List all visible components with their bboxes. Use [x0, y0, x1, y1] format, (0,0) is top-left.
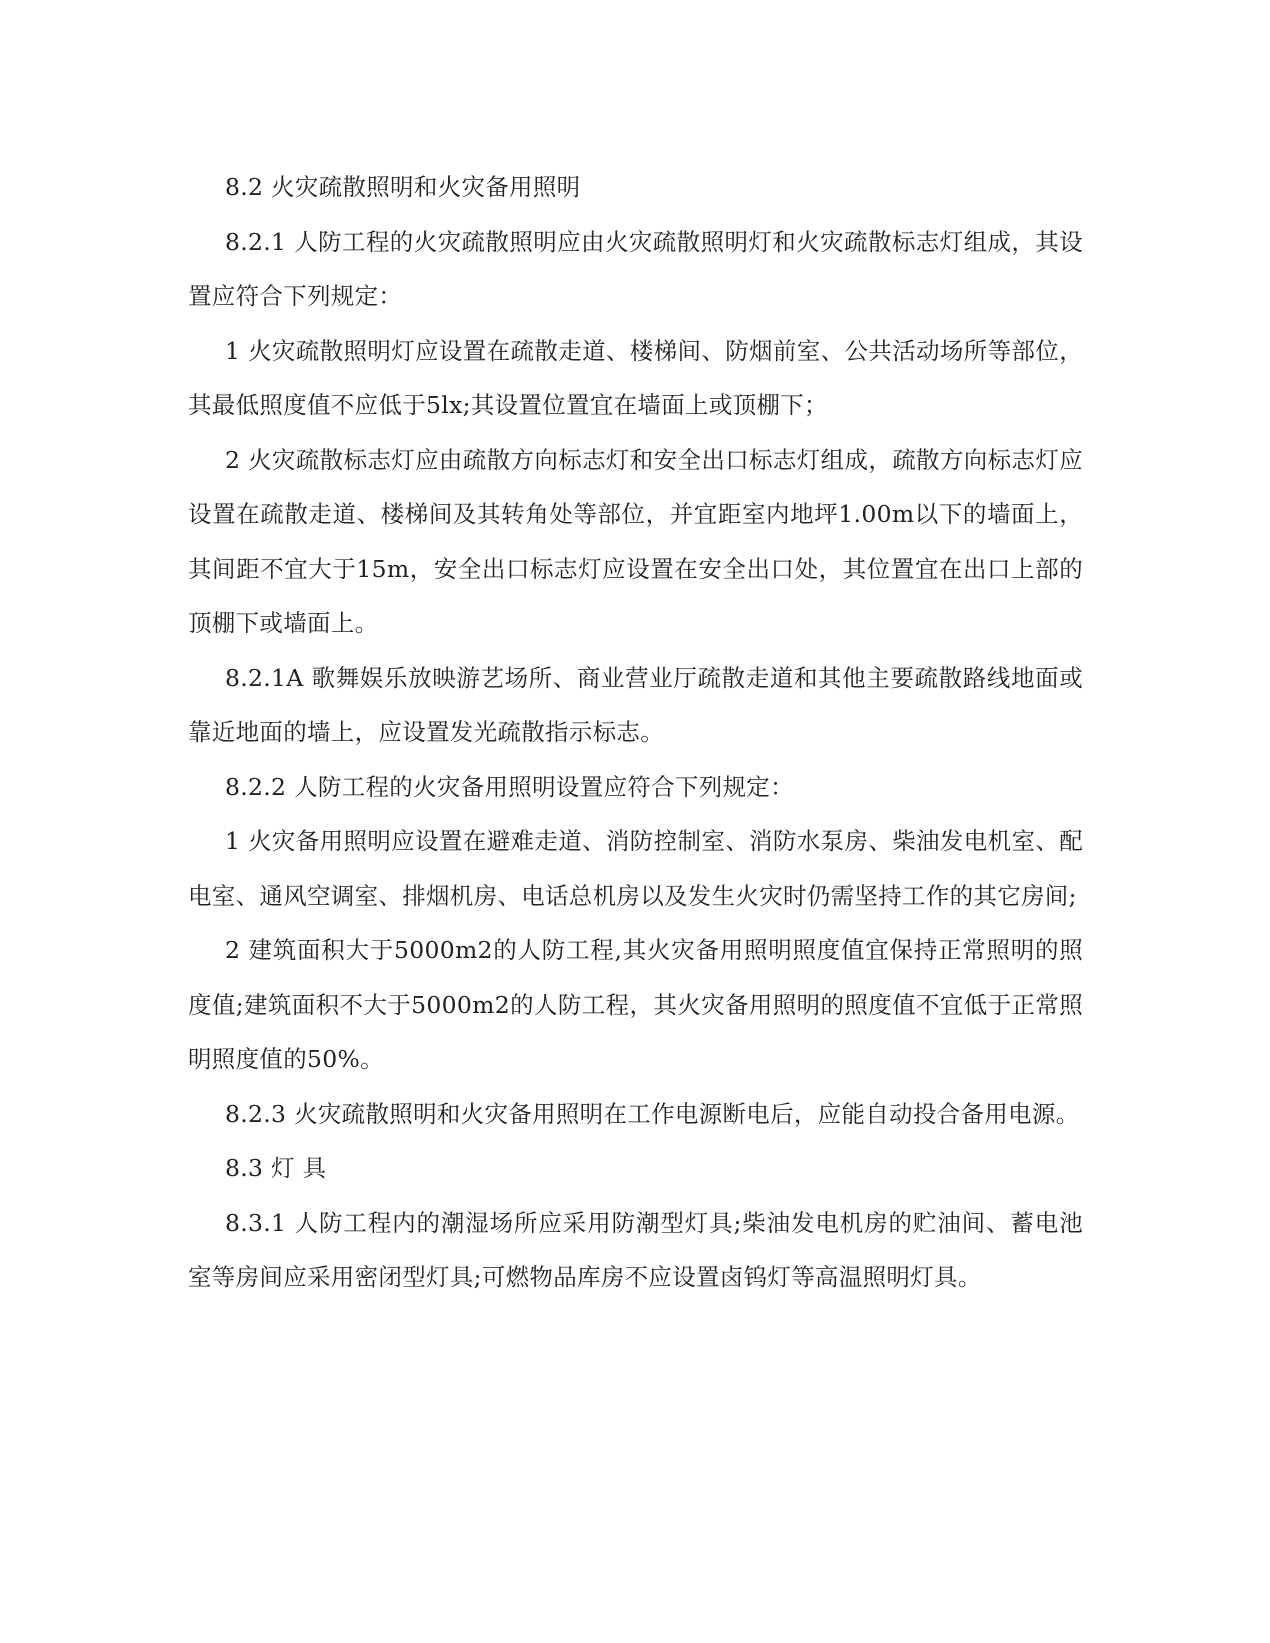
clause-8-2-2-item-2: 2 建筑面积大于5000m2的人防工程,其火灾备用照明照度值宜保持正常照明的照度值;建筑面积不大于5000m2的人防工程，其火灾备用照明的照度值不宜低于正常照明照度值的50%。 [188, 936, 1083, 1073]
clause-8-2-1: 8.2.1 人防工程的火灾疏散照明应由火灾疏散照明灯和火灾疏散标志灯组成，其设置应符合下列规定： [188, 227, 1083, 310]
clause-8-2-1-item-2: 2 火灾疏散标志灯应由疏散方向标志灯和安全出口标志灯组成，疏散方向标志灯应设置在疏散走道、楼梯间及其转角处等部位，并宜距室内地坪1.00m以下的墙面上，其间距不宜大于15m，安全出口标志灯应设置在安全出口处，其位置宜在出口上部的顶棚下或墙面上。 [188, 445, 1083, 637]
clause-8-2-1-item-1: 1 火灾疏散照明灯应设置在疏散走道、楼梯间、防烟前室、公共活动场所等部位，其最低照度值不应低于5lx;其设置位置宜在墙面上或顶棚下； [188, 336, 1083, 419]
clause-8-2-2: 8.2.2 人防工程的火灾备用照明设置应符合下列规定： [225, 772, 794, 801]
clause-8-2-1a: 8.2.1A 歌舞娱乐放映游艺场所、商业营业厅疏散走道和其他主要疏散路线地面或靠近地面的墙上，应设置发光疏散指示标志。 [188, 663, 1083, 746]
clause-8-2-2-item-1: 1 火灾备用照明应设置在避难走道、消防控制室、消防水泵房、柴油发电机室、配电室、通风空调室、排烟机房、电话总机房以及发生火灾时仍需坚持工作的其它房间; [188, 827, 1083, 910]
document-body [188, 160, 1083, 1305]
clause-8-3-1: 8.3.1 人防工程内的潮湿场所应采用防潮型灯具;柴油发电机房的贮油间、蓄电池室等房间应采用密闭型灯具;可燃物品库房不应设置卤钨灯等高温照明灯具。 [188, 1208, 1083, 1291]
clause-8-2-3: 8.2.3 火灾疏散照明和火灾备用照明在工作电源断电后，应能自动投合备用电源。 [225, 1099, 1080, 1128]
section-heading-8-2: 8.2 火灾疏散照明和火灾备用照明 [225, 173, 581, 201]
section-heading-8-3: 8.3 灯 具 [225, 1154, 327, 1182]
